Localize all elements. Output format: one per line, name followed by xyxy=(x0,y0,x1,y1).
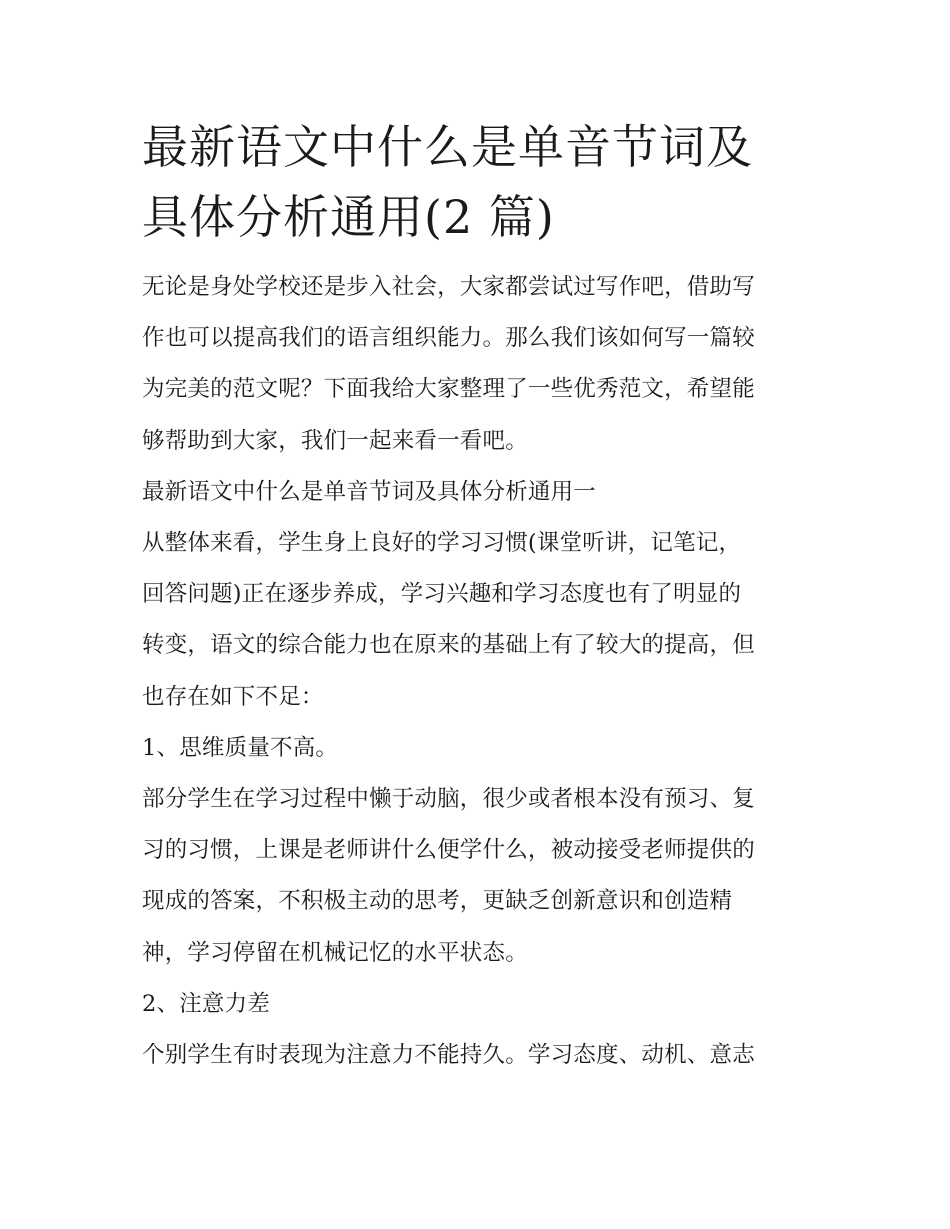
text-line: 无论是身处学校还是步入社会，大家都尝试过写作吧，借助写 xyxy=(142,274,755,300)
text-line: 够帮助到大家，我们一起来看一看吧。 xyxy=(142,427,528,454)
text-line: 2、注意力差 xyxy=(142,990,271,1017)
section-heading xyxy=(142,467,814,518)
body-paragraph xyxy=(142,1030,814,1081)
title-line-2: 具体分析通用(2 篇) xyxy=(142,190,555,244)
text-line: 也存在如下不足： xyxy=(142,683,324,710)
text-line: 为完美的范文呢？下面我给大家整理了一些优秀范文，希望能 xyxy=(142,376,755,403)
text-line: 神，学习停留在机械记忆的水平状态。 xyxy=(142,939,528,966)
text-line: 转变，语文的综合能力也在原来的基础上有了较大的提高，但 xyxy=(142,632,755,659)
text-line: 个别学生有时表现为注意力不能持久。学习态度、动机、意志 xyxy=(142,1042,755,1069)
intro-paragraph xyxy=(142,262,814,467)
text-line: 从整体来看，学生身上良好的学习习惯(课堂听讲，记笔记， xyxy=(142,530,742,557)
body-paragraph xyxy=(142,518,814,723)
text-line: 最新语文中什么是单音节词及具体分析通用一 xyxy=(142,478,597,505)
body-paragraph xyxy=(142,774,814,979)
list-item-heading xyxy=(142,723,814,774)
document-page xyxy=(142,112,814,1081)
title-line-1: 最新语文中什么是单音节词及 xyxy=(142,120,753,174)
text-line: 现成的答案，不积极主动的思考，更缺乏创新意识和创造精 xyxy=(142,888,733,915)
text-line: 回答问题)正在逐步养成，学习兴趣和学习态度也有了明显的 xyxy=(142,581,742,608)
text-line: 1、思维质量不高。 xyxy=(142,734,339,761)
list-item-heading xyxy=(142,979,814,1030)
text-line: 习的习惯，上课是老师讲什么便学什么，被动接受老师提供的 xyxy=(142,837,755,864)
text-line: 部分学生在学习过程中懒于动脑，很少或者根本没有预习、复 xyxy=(142,786,755,813)
text-line: 作也可以提高我们的语言组织能力。那么我们该如何写一篇较 xyxy=(142,325,755,352)
document-body xyxy=(142,262,814,1081)
document-title xyxy=(142,112,814,252)
